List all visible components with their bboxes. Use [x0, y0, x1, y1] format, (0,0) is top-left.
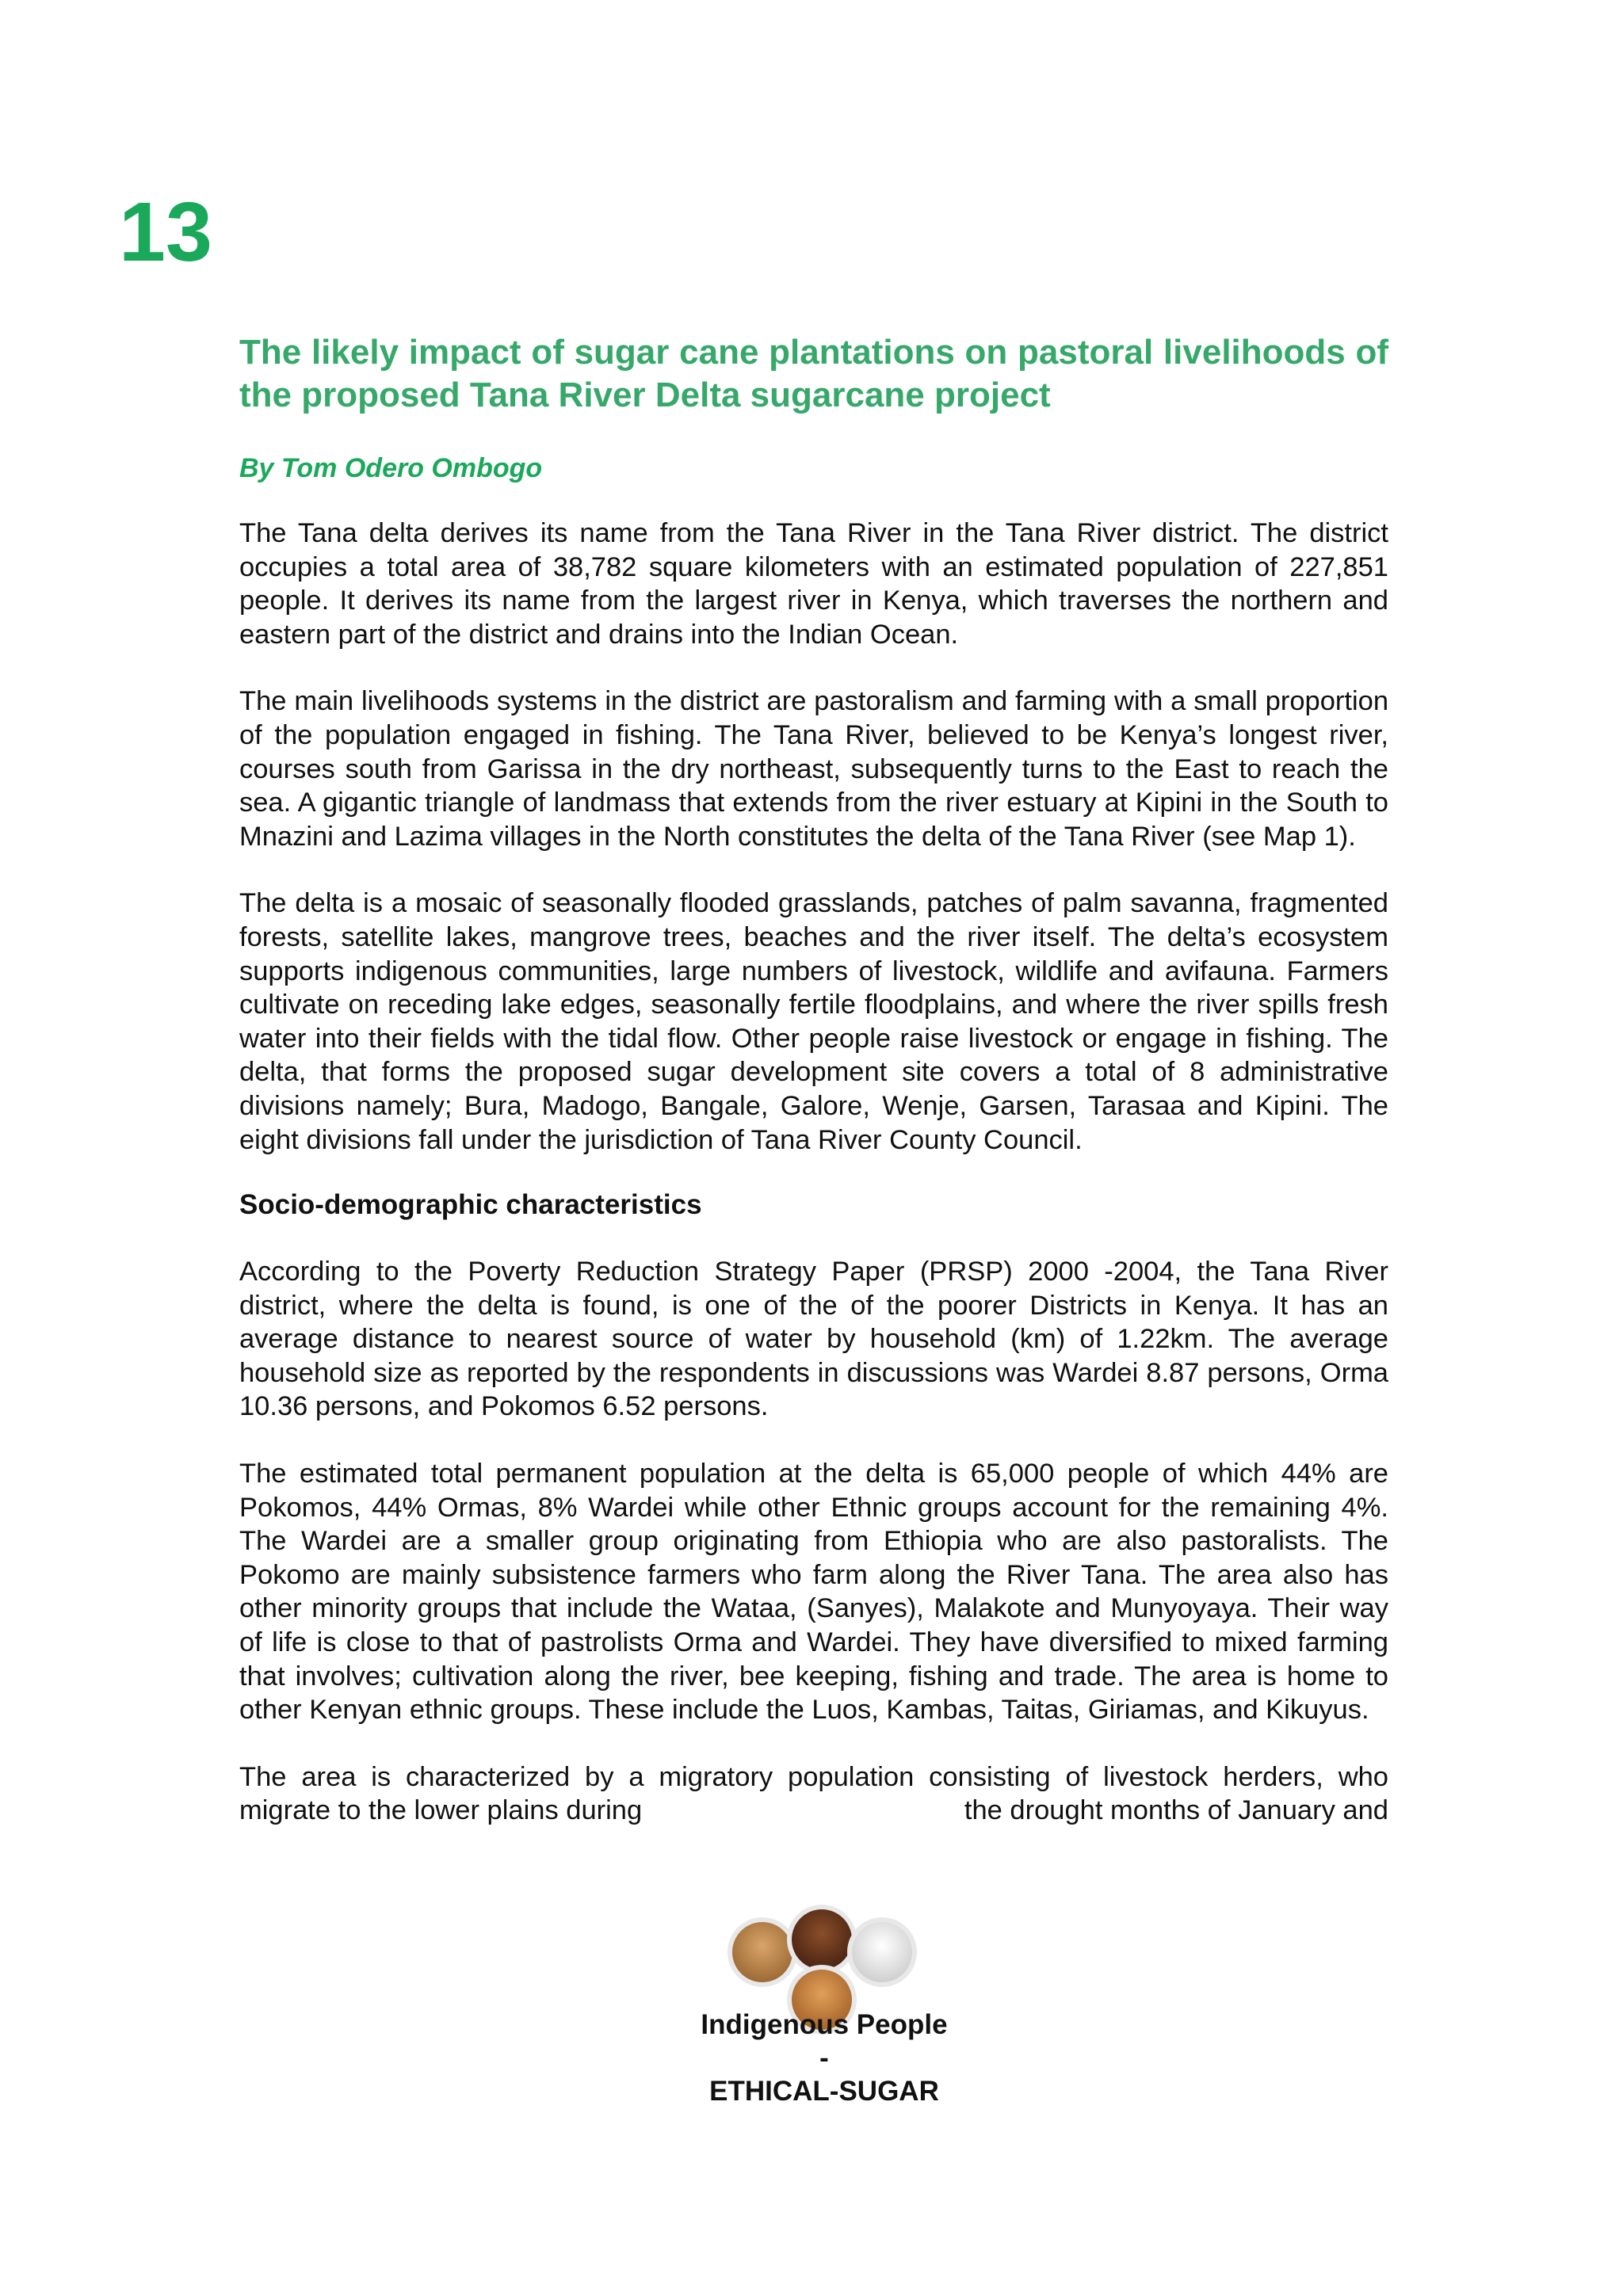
logo-caption: [658, 2008, 991, 2108]
chapter-number: 13: [119, 185, 212, 279]
section-heading: Socio-demographic characteristics: [239, 1189, 702, 1221]
paragraph: The Tana delta derives its name from the Tana River in the Tana River district. The district occupies a total area of 38,782 square kilometers with an estimated population of 227,851 people. It derives its name from the largest river in Kenya, which traverses the northern and eastern part of the district and drains into the Indian Ocean.: [239, 518, 1388, 650]
logo-caption-line-1: Indigenous People: [701, 2009, 948, 2040]
paragraph: The estimated total permanent population at the delta is 65,000 people of which 44% are Pokomos, 44% Ormas, 8% Wardei while other Ethnic groups account for the remaining 4%. The Wardei are a smaller group originating from Ethiopia who are also pastoralists. The Pokomo are mainly subsistence farmers who farm along the River Tana. The area also has other minority groups that include the Wataa, (Sanyes), Malakote and Munyoyaya. Their way of life is close to that of pastrolists Orma and Wardei. They have diversified to mixed farming that involves; cultivation along the river, bee keeping, fishing and trade. The area is home to other Kenyan ethnic groups. These include the Luos, Kambas, Taitas, Giriamas, and Kikuyus.: [239, 1459, 1388, 1726]
article-byline: By Tom Odero Ombogo: [239, 453, 543, 483]
paragraph-last-line-2: [239, 1794, 1388, 1828]
paragraph: According to the Poverty Reduction Strategy Paper (PRSP) 2000 -2004, the Tana River district, where the delta is found, is one of the of the poorer Districts in Kenya. It has an average distance to nearest source of water by household (km) of 1.22km. The average household size as reported by the respondents in discussions was Wardei 8.87 persons, Orma 10.36 persons, and Pokomos 6.52 persons.: [239, 1257, 1388, 1422]
article-title: The likely impact of sugar cane plantations on pastoral livelihoods of the proposed Tana River Delta sugarcane project: [239, 333, 1388, 414]
paragraph-last-line-2-left: migrate to the lower plains during: [239, 1795, 643, 1826]
logo-caption-line-3: ETHICAL-SUGAR: [709, 2076, 939, 2107]
paragraph-last: [239, 1760, 1388, 1828]
paragraph: The delta is a mosaic of seasonally flooded grasslands, patches of palm savanna, fragmented forests, satellite lakes, mangrove trees, beaches and the river itself. The delta’s ecosystem supports indigenous communities, large numbers of livestock, wildlife and avifauna. Farmers cultivate on receding lake edges, seasonally fertile floodplains, and where the river spills fresh water into their fields with the tidal flow. Other people raise livestock or engage in fishing. The delta, that forms the proposed sugar development site covers a total of 8 administrative divisions namely; Bura, Madogo, Bangale, Galore, Wenje, Garsen, Tarasaa and Kipini. The eight divisions fall under the jurisdiction of Tana River County Council.: [239, 888, 1388, 1155]
paragraph: The main livelihoods systems in the district are pastoralism and farming with a small proportion of the population engaged in fishing. The Tana River, believed to be Kenya’s longest river, courses south from Garissa in the dry northeast, subsequently turns to the East to reach the sea. A gigantic triangle of landmass that extends from the river estuary at Kipini in the South to Mnazini and Lazima villages in the North constitutes the delta of the Tana River (see Map 1).: [239, 686, 1388, 852]
paragraph-last-line-1: The area is characterized by a migratory population consisting of livestock herders, who: [239, 1761, 1388, 1792]
logo-caption-line-2: -: [819, 2042, 829, 2073]
paragraph-last-line-2-right: the drought months of January and: [964, 1795, 1388, 1826]
article: [239, 331, 1388, 1828]
